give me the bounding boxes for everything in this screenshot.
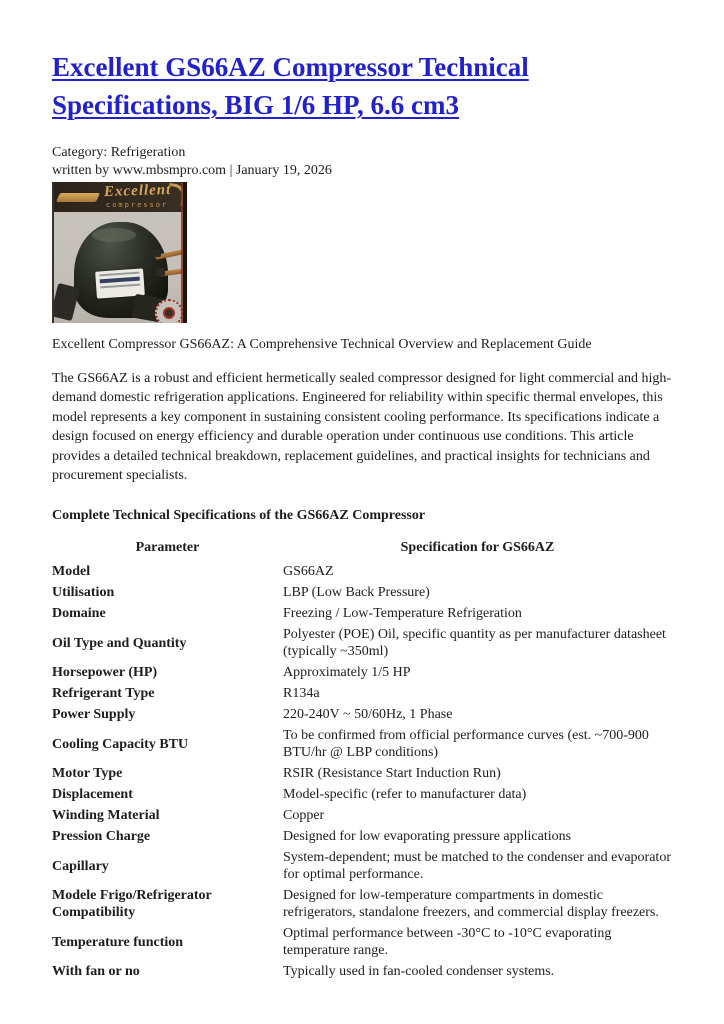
parameter-cell: Modele Frigo/Refrigerator Compatibility xyxy=(52,888,212,921)
table-row xyxy=(52,961,672,982)
table-row xyxy=(52,624,672,662)
specification-cell: Designed for low evaporating pressure applications xyxy=(283,829,572,845)
parameter-cell: Pression Charge xyxy=(52,829,151,845)
column-header-specification: Specification for GS66AZ xyxy=(400,540,555,556)
red-seal-badge-icon xyxy=(155,299,183,323)
compressor-sheen xyxy=(92,228,136,242)
table-row xyxy=(52,805,672,826)
intro-paragraph: The GS66AZ is a robust and efficient hermetically sealed compressor designed for light commercial and high-demand domestic refrigeration applications. Engineered for reliability within specific thermal envelopes, this model represents a key component in sustaining consistent cooling performance. Its specifications indicate a design focused on energy efficiency and durable operation under continuous use conditions. This article provides a detailed technical breakdown, replacement guidelines, and practical insights for technicians and procurement specialists. xyxy=(52,371,672,484)
table-row xyxy=(52,826,672,847)
brand-gold-dash-icon xyxy=(56,193,100,202)
mounting-foot xyxy=(52,283,80,321)
specification-cell: RSIR (Resistance Start Induction Run) xyxy=(283,766,501,782)
pipe-joint xyxy=(156,268,165,276)
specification-cell: Approximately 1/5 HP xyxy=(283,665,411,681)
byline: written by www.mbsmpro.com | January 19, 2026 xyxy=(52,162,332,178)
page-title xyxy=(52,48,672,124)
specification-cell: 220-240V ~ 50/60Hz, 1 Phase xyxy=(283,707,453,723)
article-title-link[interactable]: Excellent GS66AZ Compressor Technical Specifications, BIG 1/6 HP, 6.6 cm3 xyxy=(52,52,529,120)
pipe-joint xyxy=(152,249,161,257)
column-header-parameter: Parameter xyxy=(135,540,200,556)
parameter-cell: Capillary xyxy=(52,858,109,874)
parameter-cell: Motor Type xyxy=(52,766,123,782)
specification-cell: Polyester (POE) Oil, specific quantity as per manufacturer datasheet (typically ~350ml) xyxy=(283,627,666,660)
table-row xyxy=(52,885,672,923)
spec-table-heading: Complete Technical Specifications of the GS66AZ Compressor xyxy=(52,508,426,524)
parameter-cell: With fan or no xyxy=(52,964,140,980)
table-row xyxy=(52,725,672,763)
spec-table-body xyxy=(52,561,672,982)
parameter-cell: Winding Material xyxy=(52,808,160,824)
table-row xyxy=(52,582,672,603)
photo-dark-edge xyxy=(183,182,187,323)
brand-script-text: Excellent xyxy=(103,182,172,201)
brand-sub-text: compressor xyxy=(106,201,169,209)
article-meta xyxy=(52,144,672,179)
specification-cell: System-dependent; must be matched to the condenser and evaporator for optimal performance. xyxy=(283,850,671,883)
parameter-cell: Horsepower (HP) xyxy=(52,665,158,681)
parameter-cell: Utilisation xyxy=(52,585,115,601)
specification-cell: Copper xyxy=(283,808,325,824)
table-row xyxy=(52,683,672,704)
parameter-cell: Temperature function xyxy=(52,934,184,950)
article-subtitle: Excellent Compressor GS66AZ: A Comprehensive Technical Overview and Replacement Guide xyxy=(52,337,592,352)
specification-cell: Optimal performance between -30°C to -10°C evaporating temperature range. xyxy=(283,926,612,959)
parameter-cell: Power Supply xyxy=(52,707,136,723)
table-row xyxy=(52,923,672,961)
specification-cell: Typically used in fan-cooled condenser systems. xyxy=(283,964,555,980)
specification-cell: Model-specific (refer to manufacturer data) xyxy=(283,787,527,803)
table-row xyxy=(52,784,672,805)
category-line: Category: Refrigeration xyxy=(52,145,186,160)
spec-table xyxy=(52,537,672,982)
parameter-cell: Refrigerant Type xyxy=(52,686,155,702)
table-row xyxy=(52,561,672,582)
table-row xyxy=(52,603,672,624)
table-row xyxy=(52,704,672,725)
specification-cell: R134a xyxy=(283,686,320,702)
specification-cell: GS66AZ xyxy=(283,564,334,580)
table-row xyxy=(52,763,672,784)
parameter-cell: Cooling Capacity BTU xyxy=(52,736,189,752)
specification-cell: Freezing / Low-Temperature Refrigeration xyxy=(283,606,522,622)
parameter-cell: Model xyxy=(52,564,91,580)
parameter-cell: Domaine xyxy=(52,606,106,622)
table-header-row xyxy=(52,537,672,561)
photo-brand-band xyxy=(54,182,187,212)
specification-cell: To be confirmed from official performance curves (est. ~700-900 BTU/hr @ LBP conditions) xyxy=(283,728,649,761)
parameter-cell: Oil Type and Quantity xyxy=(52,635,187,651)
compressor-photo xyxy=(52,182,187,323)
parameter-cell: Displacement xyxy=(52,787,133,803)
table-row xyxy=(52,662,672,683)
table-row xyxy=(52,847,672,885)
specification-cell: Designed for low-temperature compartments in domestic refrigerators, standalone freezers, and commercial display freezers. xyxy=(283,888,659,921)
specification-cell: LBP (Low Back Pressure) xyxy=(283,585,430,601)
